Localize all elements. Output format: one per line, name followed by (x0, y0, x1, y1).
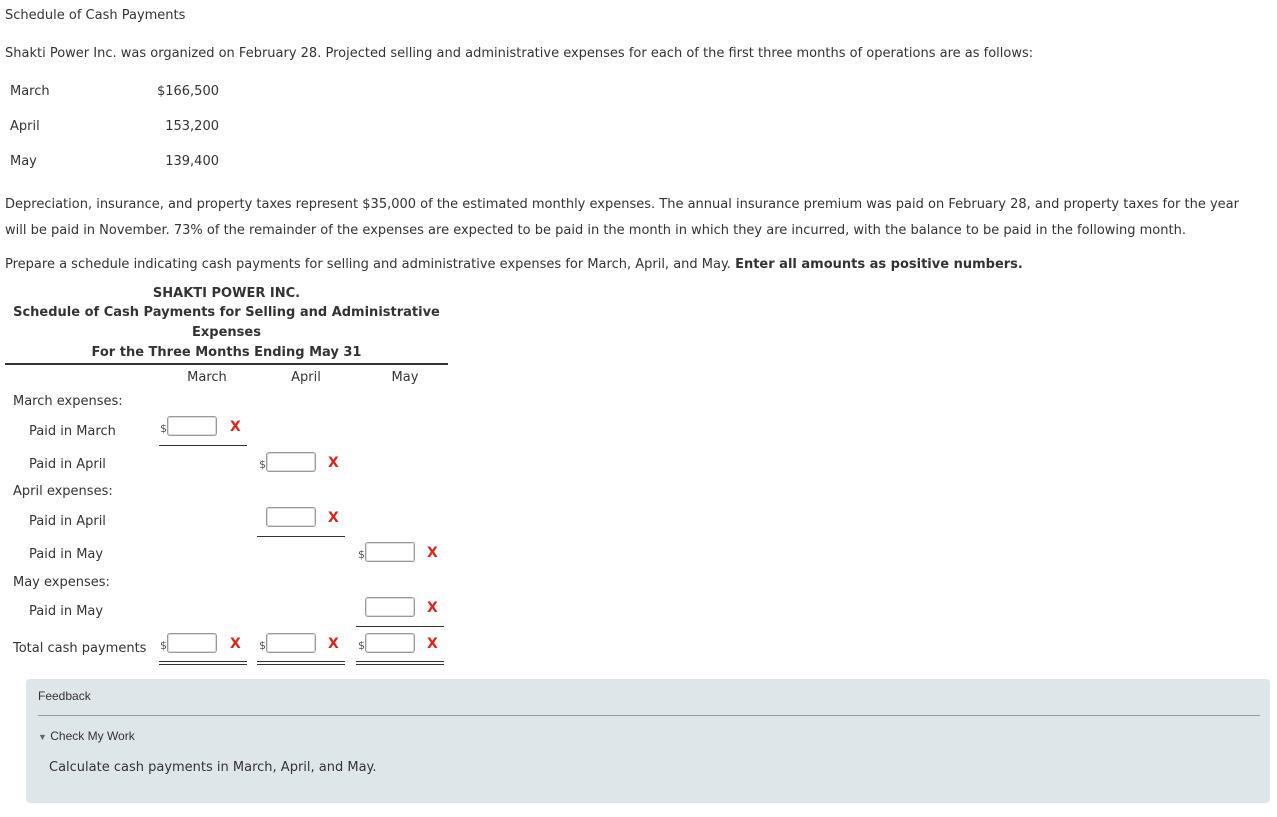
currency-symbol: $ (160, 422, 167, 435)
row-label-march-paid-april: Paid in April (29, 457, 106, 472)
feedback-panel (26, 679, 1270, 803)
incorrect-icon: X (328, 510, 339, 526)
currency-symbol: $ (160, 639, 167, 652)
incorrect-icon: X (230, 419, 241, 435)
feedback-heading: Feedback (38, 689, 91, 703)
march-paid-in-april-input[interactable] (266, 452, 316, 472)
column-header-may: May (391, 370, 419, 385)
incorrect-icon: X (427, 600, 438, 616)
schedule-title-line1: Schedule of Cash Payments for Selling and Administrative (13, 305, 440, 320)
incorrect-icon: X (328, 636, 339, 652)
may-paid-in-may-input[interactable] (365, 597, 415, 617)
instruction-text (5, 257, 1023, 272)
section-may-expenses: May expenses: (13, 575, 110, 590)
intro-text: Shakti Power Inc. was organized on February 28. Projected selling and administrative expenses for each of the first three months of operations are as follows: (5, 46, 1034, 61)
instruction-bold: Enter all amounts as positive numbers. (735, 257, 1023, 272)
expense-amount-march: $166,500 (156, 84, 219, 99)
details-line-1: Depreciation, insurance, and property taxes represent $35,000 of the estimated monthly expenses. The annual insurance premium was paid on February 28, and property taxes for the year (5, 197, 1239, 212)
expense-month-may: May (10, 154, 37, 169)
total-double-rule (257, 661, 345, 665)
currency-symbol: $ (259, 458, 266, 471)
expense-month-april: April (10, 119, 40, 134)
check-my-work-label: Check My Work (50, 729, 135, 743)
feedback-hint: Calculate cash payments in March, April, and May. (49, 760, 377, 775)
expense-month-march: March (10, 84, 50, 99)
details-line-2: will be paid in November. 73% of the remainder of the expenses are expected to be paid in the month in which they are incurred, with the balance to be paid in the following month. (5, 223, 1186, 238)
total-may-input[interactable] (365, 633, 415, 653)
triangle-down-icon: ▼ (38, 732, 47, 742)
row-label-may-paid-may: Paid in May (29, 604, 104, 619)
incorrect-icon: X (427, 636, 438, 652)
schedule-title-line2: Expenses (192, 325, 261, 340)
column-rule (356, 626, 444, 627)
total-april-input[interactable] (266, 633, 316, 653)
incorrect-icon: X (230, 636, 241, 652)
row-label-april-paid-may: Paid in May (29, 547, 104, 562)
schedule-period: For the Three Months Ending May 31 (91, 345, 362, 360)
column-header-march: March (187, 370, 227, 385)
total-march-input[interactable] (167, 633, 217, 653)
check-my-work-toggle[interactable] (38, 729, 135, 743)
header-rule (5, 363, 448, 365)
april-paid-in-may-input[interactable] (365, 542, 415, 562)
expense-amount-april: 153,200 (165, 119, 219, 134)
page-title: Schedule of Cash Payments (5, 8, 186, 23)
column-header-april: April (291, 370, 321, 385)
details-text (5, 192, 1270, 244)
april-paid-in-april-input[interactable] (266, 507, 316, 527)
currency-symbol: $ (259, 639, 266, 652)
row-label-march-paid-march: Paid in March (29, 424, 116, 439)
section-march-expenses: March expenses: (13, 394, 123, 409)
column-rule (257, 536, 345, 537)
feedback-divider (38, 715, 1260, 716)
schedule-company: SHAKTI POWER INC. (152, 286, 301, 301)
total-double-rule (159, 661, 247, 665)
row-label-total: Total cash payments (13, 641, 147, 656)
incorrect-icon: X (328, 455, 339, 471)
total-double-rule (356, 661, 444, 665)
currency-symbol: $ (358, 548, 365, 561)
row-label-april-paid-april: Paid in April (29, 514, 106, 529)
column-rule (159, 445, 247, 446)
instruction-plain: Prepare a schedule indicating cash payments for selling and administrative expenses for March, April, and May. (5, 257, 731, 272)
expense-amount-may: 139,400 (165, 154, 219, 169)
incorrect-icon: X (427, 545, 438, 561)
march-paid-in-march-input[interactable] (167, 416, 217, 436)
currency-symbol: $ (358, 639, 365, 652)
section-april-expenses: April expenses: (13, 484, 113, 499)
